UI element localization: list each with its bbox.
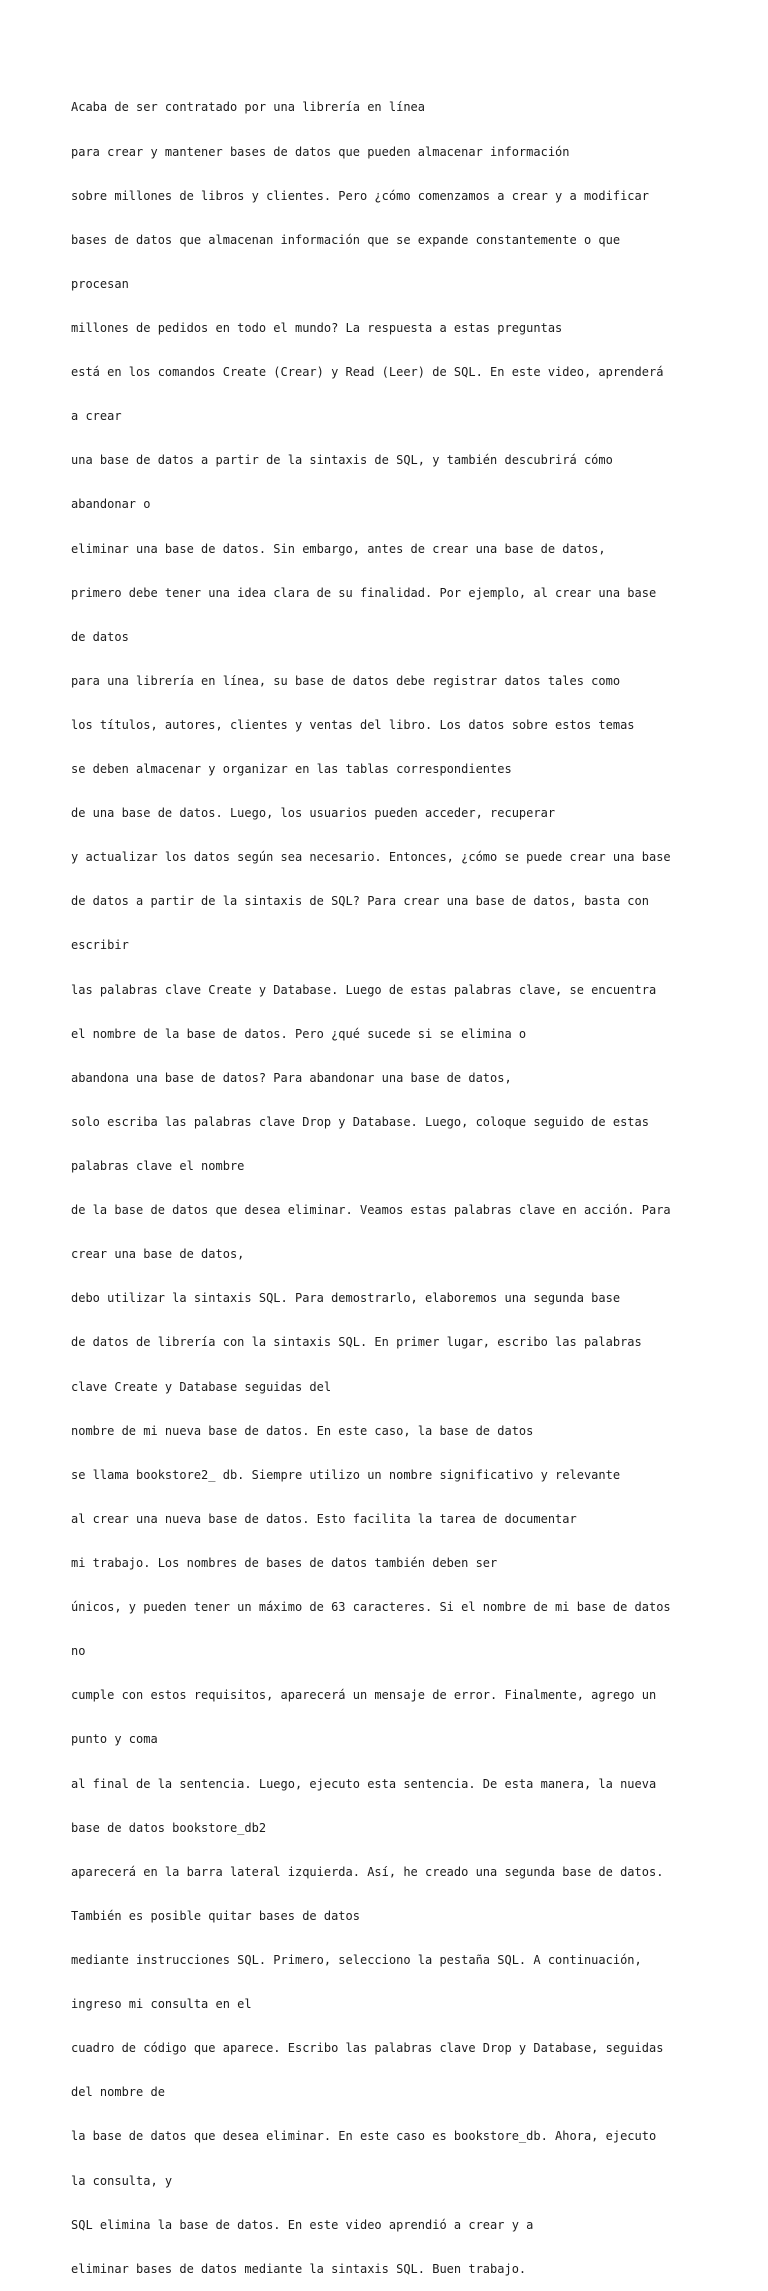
text-line: clave Create y Database seguidas del <box>71 1379 332 1394</box>
text-line: mediante instrucciones SQL. Primero, selecciono la pestaña SQL. A continuación, <box>71 1953 642 1967</box>
text-line: debo utilizar la sintaxis SQL. Para demostrarlo, elaboremos una segunda base <box>71 1291 621 1306</box>
text-line: únicos, y pueden tener un máximo de 63 caracteres. Si el nombre de mi base de datos <box>71 1600 671 1615</box>
text-line: primero debe tener una idea clara de su finalidad. Por ejemplo, al crear una base <box>71 585 657 600</box>
text-line: se llama bookstore2_ db. Siempre utilizo un nombre significativo y relevante <box>71 1467 621 1482</box>
text-line: bases de datos que almacenan información que se expande constantemente o que <box>71 232 621 247</box>
text-line: nombre de mi nueva base de datos. En este caso, la base de datos <box>71 1423 534 1438</box>
text-line: cuadro de código que aparece. Escribo las palabras clave Drop y Database, seguidas <box>71 2041 664 2056</box>
text-line: para una librería en línea, su base de datos debe registrar datos tales como <box>71 673 621 688</box>
text-line: una base de datos a partir de la sintaxis de SQL, y también descubrirá cómo <box>71 453 613 468</box>
text-line: mi trabajo. Los nombres de bases de datos también deben ser <box>71 1556 498 1571</box>
text-line: aparecerá en la barra lateral izquierda. Así, he creado una segunda base de datos. <box>71 1864 664 1879</box>
text-line: solo escriba las palabras clave Drop y Database. Luego, coloque seguido de estas <box>71 1114 649 1129</box>
text-line: la base de datos que desea eliminar. En este caso es bookstore_db. Ahora, ejecuto <box>71 2129 657 2144</box>
text-line: procesan <box>71 276 129 291</box>
text-line: También es posible quitar bases de datos <box>71 1908 360 1923</box>
text-line: y actualizar los datos según sea necesario. Entonces, ¿cómo se puede crear una base <box>71 850 671 865</box>
text-line: palabras clave el nombre <box>71 1159 245 1174</box>
text-line: de una base de datos. Luego, los usuarios pueden acceder, recuperar <box>71 806 556 821</box>
text-line: para crear y mantener bases de datos que pueden almacenar información <box>71 144 570 159</box>
text-line: del nombre de <box>71 2085 165 2100</box>
text-line: al crear una nueva base de datos. Esto facilita la tarea de documentar <box>71 1511 577 1526</box>
text-line: de datos de librería con la sintaxis SQL. En primer lugar, escribo las palabras <box>71 1335 642 1350</box>
text-line: de datos <box>71 629 129 644</box>
text-line: abandona una base de datos? Para abandonar una base de datos, <box>71 1070 512 1085</box>
text-line: abandonar o <box>71 497 151 512</box>
text-line: de datos a partir de la sintaxis de SQL? Para crear una base de datos, basta con <box>71 894 649 909</box>
text-line: las palabras clave Create y Database. Luego de estas palabras clave, se encuentra <box>71 982 657 997</box>
text-line: a crear <box>71 409 122 424</box>
text-line: SQL elimina la base de datos. En este video aprendió a crear y a <box>71 2217 534 2232</box>
text-line: Acaba de ser contratado por una librería en línea <box>71 100 426 115</box>
text-line: la consulta, y <box>71 2173 173 2188</box>
text-line: eliminar una base de datos. Sin embargo, antes de crear una base de datos, <box>71 541 606 556</box>
text-line: crear una base de datos, <box>71 1247 245 1262</box>
text-line: base de datos bookstore_db2 <box>71 1820 267 1835</box>
text-line: millones de pedidos en todo el mundo? La respuesta a estas preguntas <box>71 320 563 335</box>
text-line: está en los comandos Create (Crear) y Read (Leer) de SQL. En este video, aprenderá <box>71 365 664 380</box>
text-line: de la base de datos que desea eliminar. Veamos estas palabras clave en acción. Para <box>71 1203 671 1218</box>
text-line: punto y coma <box>71 1732 158 1747</box>
text-line: eliminar bases de datos mediante la sintaxis SQL. Buen trabajo. <box>71 2261 527 2276</box>
text-line: se deben almacenar y organizar en las tablas correspondientes <box>71 762 512 777</box>
text-line: escribir <box>71 938 129 953</box>
text-line: no <box>71 1644 86 1659</box>
text-line: ingreso mi consulta en el <box>71 1997 252 2012</box>
text-line: el nombre de la base de datos. Pero ¿qué sucede si se elimina o <box>71 1026 527 1041</box>
text-line: sobre millones de libros y clientes. Pero ¿cómo comenzamos a crear y a modificar <box>71 188 649 203</box>
text-line: los títulos, autores, clientes y ventas del libro. Los datos sobre estos temas <box>71 717 635 732</box>
text-line: al final de la sentencia. Luego, ejecuto esta sentencia. De esta manera, la nueva <box>71 1776 657 1791</box>
document-body <box>71 71 711 2291</box>
text-line: cumple con estos requisitos, aparecerá un mensaje de error. Finalmente, agrego un <box>71 1688 657 1703</box>
